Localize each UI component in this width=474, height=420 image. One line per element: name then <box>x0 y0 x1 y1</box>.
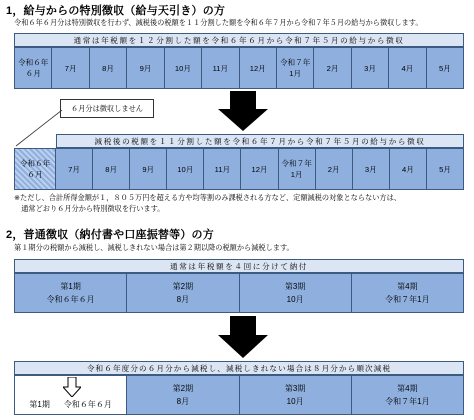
month-cell: 4月 <box>390 148 427 190</box>
month-cell: 11月 <box>202 47 239 89</box>
month-cell: 9月 <box>130 148 167 190</box>
period-date: 10月 <box>286 295 304 304</box>
period-date: 令和７年1月 <box>385 295 430 304</box>
down-arrow-icon <box>218 91 268 131</box>
period-cell <box>352 273 464 313</box>
normal-collection-bar: 通常は年税額を１２分割した額を令和６年６月から令和７年５月の給与から徴収 <box>14 33 464 47</box>
section2-heading: 2，普通徴収（納付書や口座振替等）の方 <box>6 229 214 241</box>
down-arrow-outline-icon <box>63 377 81 397</box>
period-cell <box>14 273 127 313</box>
month-cell: 8月 <box>90 47 127 89</box>
month-cell: 12月 <box>241 148 278 190</box>
period-date: 令和７年1月 <box>385 397 430 406</box>
month-cell: 10月 <box>167 148 204 190</box>
callout-no-june: ６月分は徴収しません <box>60 99 154 118</box>
period-label: 第2期 <box>172 384 194 393</box>
period-label: 第4期 <box>397 384 418 393</box>
section1-footnote: ※ただし、合計所得金額が１，８０５万円を超える方や均等割のみ課税される方など、定額減税の対象とならない方は、 通常どおり６月分から特別徴収を行います。 <box>14 193 401 213</box>
period-date: 8月 <box>176 397 190 406</box>
month-cell: 3月 <box>353 148 390 190</box>
month-cell: 8月 <box>93 148 130 190</box>
period-label: 第3期 <box>284 384 306 393</box>
month-row-normal <box>14 47 464 89</box>
month-row-reduced-cells <box>56 148 464 190</box>
month-cell: 5月 <box>427 148 464 190</box>
month-cell: 11月 <box>204 148 241 190</box>
month-cell: 12月 <box>240 47 277 89</box>
month-cell: 4月 <box>389 47 426 89</box>
down-arrow-icon <box>218 316 268 358</box>
period-row-normal <box>14 273 464 313</box>
month-cell: 令和６年 ６月 <box>14 47 52 89</box>
month-cell: 7月 <box>56 148 93 190</box>
june-skipped-cell: 令和６年 ６月 <box>14 148 56 190</box>
period-row-reduced <box>14 375 464 415</box>
period-label: 第4期 <box>397 282 418 291</box>
month-cell: 10月 <box>165 47 202 89</box>
period-date: 令和６年６月 <box>63 400 112 409</box>
month-cell: 2月 <box>314 47 351 89</box>
period-cell <box>240 375 352 415</box>
month-cell: 5月 <box>427 47 464 89</box>
month-cell: 7月 <box>52 47 89 89</box>
period-label: 第1期 <box>29 400 50 409</box>
month-cell: 9月 <box>127 47 164 89</box>
month-cell: 2月 <box>316 148 353 190</box>
section1-description: 令和６年６月分は特別徴収を行わず、減税後の税額を１１分割した額を令和６年７月から令和７年５月の給与から徴収します。 <box>14 18 423 27</box>
period-date: 令和６年６月 <box>46 295 95 304</box>
period-cell <box>14 375 127 415</box>
period-cell <box>127 375 239 415</box>
reduced-collection-bar: 減税後の税額を１１分割した額を令和６年７月から令和７年５月の給与から徴収 <box>56 134 464 148</box>
month-cell: 令和７年 1月 <box>277 47 314 89</box>
month-row-reduced <box>14 148 464 190</box>
normal-payment-bar: 通常は年税額を４回に分けて納付 <box>14 259 464 273</box>
period-label: 第1期 <box>60 282 81 291</box>
month-cell: 3月 <box>352 47 389 89</box>
period-date: 8月 <box>176 295 190 304</box>
period-cell <box>127 273 239 313</box>
period-label: 第3期 <box>284 282 306 291</box>
period-date: 10月 <box>286 397 304 406</box>
month-cell: 令和７年 1月 <box>279 148 316 190</box>
period-label: 第2期 <box>172 282 194 291</box>
section2-description: 第１期分の税額から減税し、減税しきれない場合は第２期以降の税額から減税します。 <box>14 243 294 252</box>
period-cell <box>240 273 352 313</box>
reduction-payment-bar: 令和６年度分の６月分から減税し、減税しきれない場合は８月分から順次減税 <box>14 361 464 375</box>
period-cell <box>352 375 464 415</box>
section1-heading: 1，給与からの特別徴収（給与天引き）の方 <box>6 5 226 17</box>
